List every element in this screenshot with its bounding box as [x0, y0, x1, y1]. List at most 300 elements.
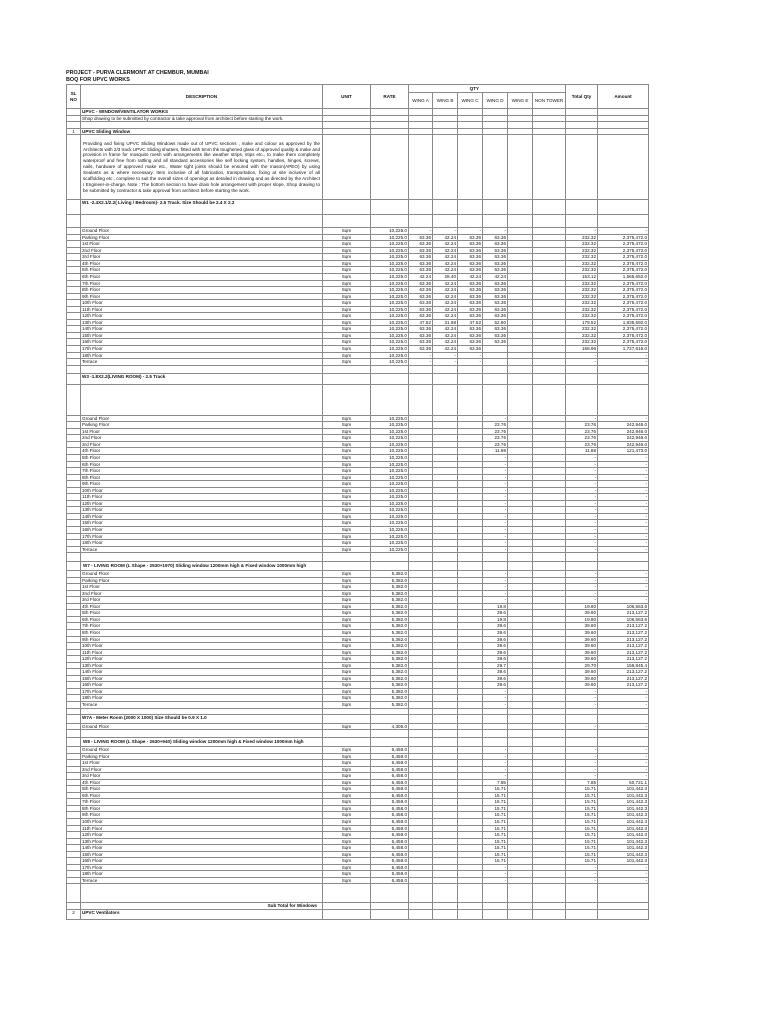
cell-description: 16th Floor: [81, 858, 323, 865]
cell-wing-e: [508, 884, 533, 903]
cell-total-qty: 232.32: [566, 300, 598, 307]
cell-wing-d: -: [483, 695, 508, 702]
cell-wing-d: 63.36: [483, 254, 508, 261]
cell-amount: 2,375,472.0: [598, 267, 649, 274]
col-qty-group: QTY: [409, 85, 566, 93]
cell-wing-c: 63.36: [458, 247, 483, 254]
table-row-blank: [67, 384, 649, 415]
cell-total-qty: [566, 910, 598, 920]
cell-rate: 5,382.0: [371, 682, 409, 689]
cell-non-tower: [533, 215, 566, 228]
col-wing-c: WING C: [458, 93, 483, 109]
cell-unit: Sqm: [323, 428, 371, 435]
cell-unit: Sqm: [323, 247, 371, 254]
col-total-qty: Total Qty: [566, 85, 598, 109]
cell-unit: Sqm: [323, 481, 371, 488]
cell-wing-e: [508, 910, 533, 920]
cell-rate: 6,458.0: [371, 812, 409, 819]
cell-unit: Sqm: [323, 241, 371, 248]
cell-description: Parking Floor: [81, 422, 323, 429]
cell-wing-d: 63.36: [483, 326, 508, 333]
cell-wing-c: 63.36: [458, 332, 483, 339]
cell-wing-c: [458, 910, 483, 920]
cell-rate: 5,382.0: [371, 616, 409, 623]
cell-unit: Sqm: [323, 461, 371, 468]
cell-rate: 10,225.0: [371, 507, 409, 514]
cell-wing-b: [433, 738, 458, 747]
cell-wing-c: 63.36: [458, 339, 483, 346]
cell-total-qty: -: [566, 533, 598, 540]
cell-wing-d: 39.6: [483, 610, 508, 617]
cell-amount: 101,442.3: [598, 858, 649, 865]
cell-description: Parking Floor: [81, 753, 323, 760]
cell-wing-d: -: [483, 487, 508, 494]
cell-unit: Sqm: [323, 851, 371, 858]
cell-total-qty: -: [566, 487, 598, 494]
cell-amount: 2,375,472.0: [598, 326, 649, 333]
cell-rate: 5,382.0: [371, 643, 409, 650]
cell-amount: [598, 738, 649, 747]
cell-sl: [67, 714, 81, 723]
table-row-blank: [67, 884, 649, 903]
cell-wing-e: [508, 215, 533, 228]
cell-wing-c: 63.36: [458, 326, 483, 333]
cell-total-qty: 232.32: [566, 247, 598, 254]
cell-wing-b: [433, 714, 458, 723]
cell-rate: [371, 562, 409, 571]
cell-wing-a: [409, 135, 433, 200]
cell-unit: Sqm: [323, 533, 371, 540]
cell-description: 10th Floor: [81, 819, 323, 826]
cell-amount: 2,375,472.0: [598, 241, 649, 248]
cell-description: Ground Floor: [81, 228, 323, 235]
cell-non-tower: [533, 738, 566, 747]
cell-wing-d: 23.76: [483, 435, 508, 442]
cell-amount: [598, 884, 649, 903]
cell-amount: [598, 215, 649, 228]
cell-rate: 6,458.0: [371, 851, 409, 858]
cell-amount: 159,845.4: [598, 662, 649, 669]
cell-unit: Sqm: [323, 274, 371, 281]
cell-wing-d: 63.36: [483, 234, 508, 241]
cell-unit: Sqm: [323, 287, 371, 294]
cell-wing-b: 42.24: [433, 267, 458, 274]
table-row-head: [67, 200, 649, 215]
cell-amount: 2,375,472.0: [598, 293, 649, 300]
cell-unit: Sqm: [323, 864, 371, 871]
cell-unit: Sqm: [323, 643, 371, 650]
cell-wing-c: 63.36: [458, 254, 483, 261]
cell-rate: 10,225.0: [371, 332, 409, 339]
cell-unit: [323, 553, 371, 562]
cell-rate: [371, 384, 409, 415]
cell-rate: 6,458.0: [371, 747, 409, 754]
cell-wing-b: [433, 365, 458, 373]
cell-total-qty: 232.32: [566, 313, 598, 320]
cell-wing-c: [458, 730, 483, 738]
cell-amount: 2,375,472.0: [598, 280, 649, 287]
cell-unit: Sqm: [323, 662, 371, 669]
cell-wing-d: [483, 384, 508, 415]
cell-rate: 5,382.0: [371, 610, 409, 617]
cell-wing-d: -: [483, 753, 508, 760]
cell-wing-a: [409, 714, 433, 723]
cell-description: Parking Floor: [81, 234, 323, 241]
table-row-head2: [67, 562, 649, 571]
cell-description: 14th Floor: [81, 845, 323, 852]
cell-amount: 242,946.0: [598, 428, 649, 435]
cell-unit: Sqm: [323, 474, 371, 481]
cell-amount: 213,127.2: [598, 675, 649, 682]
cell-wing-d: [483, 373, 508, 384]
cell-total-qty: -: [566, 540, 598, 547]
cell-total-qty: -: [566, 507, 598, 514]
cell-description: 1st Floor: [81, 428, 323, 435]
cell-unit: Sqm: [323, 319, 371, 326]
cell-wing-a: 63.36: [409, 254, 433, 261]
cell-rate: 6,458.0: [371, 825, 409, 832]
cell-wing-b: [433, 884, 458, 903]
table-row-blank: [67, 730, 649, 738]
cell-wing-d: -: [483, 507, 508, 514]
cell-unit: Sqm: [323, 352, 371, 359]
cell-rate: 5,382.0: [371, 571, 409, 578]
cell-amount: -: [598, 494, 649, 501]
cell-unit: Sqm: [323, 487, 371, 494]
cell-wing-a: [409, 200, 433, 215]
cell-amount: 50,721.1: [598, 779, 649, 786]
cell-amount: -: [598, 760, 649, 767]
cell-unit: Sqm: [323, 812, 371, 819]
cell-wing-b: [433, 910, 458, 920]
col-rate: RATE: [371, 85, 409, 109]
cell-rate: 10,225.0: [371, 241, 409, 248]
cell-wing-d: [483, 365, 508, 373]
cell-wing-d: 63.36: [483, 339, 508, 346]
cell-description: 3rd Floor: [81, 441, 323, 448]
cell-amount: 213,127.2: [598, 649, 649, 656]
cell-description: 5th Floor: [81, 610, 323, 617]
cell-description: 13th Floor: [81, 319, 323, 326]
cell-wing-c: 63.36: [458, 260, 483, 267]
cell-description: [81, 730, 323, 738]
cell-unit: Sqm: [323, 422, 371, 429]
cell-wing-a: 63.36: [409, 326, 433, 333]
cell-amount: -: [598, 507, 649, 514]
cell-wing-b: 42.24: [433, 346, 458, 353]
cell-wing-a: 63.36: [409, 346, 433, 353]
cell-total-qty: 15.71: [566, 812, 598, 819]
cell-rate: [371, 135, 409, 200]
boq-title: BOQ FOR UPVC WORKS: [66, 77, 130, 83]
cell-total-qty: -: [566, 577, 598, 584]
cell-wing-d: 63.36: [483, 241, 508, 248]
cell-unit: Sqm: [323, 858, 371, 865]
cell-total-qty: 232.32: [566, 306, 598, 313]
cell-amount: 101,442.3: [598, 832, 649, 839]
cell-description: 5th Floor: [81, 267, 323, 274]
cell-amount: [598, 562, 649, 571]
cell-rate: 10,225.0: [371, 481, 409, 488]
cell-unit: Sqm: [323, 799, 371, 806]
cell-total-qty: -: [566, 723, 598, 730]
cell-rate: 10,225.0: [371, 346, 409, 353]
cell-total-qty: -: [566, 454, 598, 461]
cell-unit: Sqm: [323, 695, 371, 702]
cell-total-qty: 179.52: [566, 319, 598, 326]
cell-wing-d: [483, 730, 508, 738]
cell-wing-a: 47.52: [409, 319, 433, 326]
cell-total-qty: [566, 384, 598, 415]
cell-wing-d: [483, 910, 508, 920]
cell-amount: 2,375,472.0: [598, 254, 649, 261]
cell-sl: [67, 884, 81, 903]
cell-wing-d: 15.71: [483, 805, 508, 812]
cell-rate: 10,225.0: [371, 326, 409, 333]
cell-rate: 5,382.0: [371, 695, 409, 702]
cell-wing-d: 15.71: [483, 819, 508, 826]
cell-description: 11th Floor: [81, 649, 323, 656]
cell-rate: 6,458.0: [371, 845, 409, 852]
cell-rate: 10,225.0: [371, 274, 409, 281]
cell-description: 9th Floor: [81, 636, 323, 643]
cell-wing-d: 23.76: [483, 422, 508, 429]
cell-unit: Sqm: [323, 306, 371, 313]
cell-wing-d: 23.76: [483, 428, 508, 435]
cell-description: 3rd Floor: [81, 597, 323, 604]
cell-unit: Sqm: [323, 339, 371, 346]
cell-unit: [323, 373, 371, 384]
cell-total-qty: -: [566, 571, 598, 578]
cell-rate: 10,225.0: [371, 526, 409, 533]
cell-rate: 6,458.0: [371, 864, 409, 871]
cell-description: 10th Floor: [81, 643, 323, 650]
cell-description: 9th Floor: [81, 293, 323, 300]
cell-total-qty: -: [566, 753, 598, 760]
cell-unit: [323, 910, 371, 920]
cell-wing-a: 63.36: [409, 332, 433, 339]
cell-rate: 10,225.0: [371, 428, 409, 435]
cell-total-qty: 15.71: [566, 832, 598, 839]
cell-unit: Sqm: [323, 773, 371, 780]
cell-wing-a: 63.36: [409, 260, 433, 267]
cell-description: 16th Floor: [81, 526, 323, 533]
cell-unit: [323, 384, 371, 415]
cell-unit: Sqm: [323, 747, 371, 754]
cell-amount: 1,835,592.0: [598, 319, 649, 326]
cell-wing-c: -: [458, 359, 483, 366]
cell-unit: Sqm: [323, 507, 371, 514]
cell-wing-b: -: [433, 352, 458, 359]
cell-unit: [323, 200, 371, 215]
cell-description: 13th Floor: [81, 838, 323, 845]
cell-description: 14th Floor: [81, 326, 323, 333]
cell-rate: 5,382.0: [371, 656, 409, 663]
project-title: PROJECT - PURVA CLERMONT AT CHEMBUR, MUMBAI: [66, 70, 209, 76]
cell-rate: 10,225.0: [371, 319, 409, 326]
cell-description: 17th Floor: [81, 533, 323, 540]
cell-amount: 2,375,472.0: [598, 313, 649, 320]
cell-wing-b: [433, 200, 458, 215]
cell-wing-d: 29.7: [483, 662, 508, 669]
cell-unit: Sqm: [323, 723, 371, 730]
col-non-tower: NON TOWER: [533, 93, 566, 109]
cell-wing-d: [483, 135, 508, 200]
table-row-head: [67, 714, 649, 723]
cell-description: Ground Floor: [81, 415, 323, 422]
cell-wing-d: 39.6: [483, 675, 508, 682]
cell-total-qty: 232.32: [566, 293, 598, 300]
cell-amount: 101,442.3: [598, 851, 649, 858]
cell-wing-d: -: [483, 526, 508, 533]
cell-rate: 10,225.0: [371, 540, 409, 547]
cell-wing-d: 19.8: [483, 616, 508, 623]
cell-wing-d: -: [483, 590, 508, 597]
cell-description: [81, 215, 323, 228]
cell-non-tower: [533, 200, 566, 215]
cell-amount: 213,127.2: [598, 629, 649, 636]
cell-unit: Sqm: [323, 702, 371, 709]
cell-wing-c: 47.52: [458, 319, 483, 326]
cell-total-qty: -: [566, 468, 598, 475]
cell-unit: Sqm: [323, 682, 371, 689]
cell-description: 4th Floor: [81, 260, 323, 267]
cell-description: 12th Floor: [81, 656, 323, 663]
cell-non-tower: [533, 910, 566, 920]
cell-description: 18th Floor: [81, 540, 323, 547]
cell-description: 15th Floor: [81, 675, 323, 682]
cell-wing-b: [433, 373, 458, 384]
cell-wing-b: [433, 553, 458, 562]
cell-total-qty: 15.71: [566, 858, 598, 865]
cell-unit: Sqm: [323, 526, 371, 533]
cell-description: Ground Floor: [81, 747, 323, 754]
cell-wing-c: [458, 553, 483, 562]
cell-rate: 6,458.0: [371, 805, 409, 812]
cell-unit: Sqm: [323, 280, 371, 287]
cell-description: 5th Floor: [81, 454, 323, 461]
cell-wing-c: [458, 714, 483, 723]
cell-wing-d: 15.71: [483, 845, 508, 852]
cell-non-tower: [533, 730, 566, 738]
cell-amount: -: [598, 228, 649, 235]
cell-total-qty: -: [566, 513, 598, 520]
cell-description: 17th Floor: [81, 864, 323, 871]
cell-amount: 2,375,472.0: [598, 339, 649, 346]
cell-wing-d: 63.36: [483, 300, 508, 307]
cell-total-qty: 232.32: [566, 260, 598, 267]
cell-rate: 10,225.0: [371, 513, 409, 520]
cell-wing-d: -: [483, 513, 508, 520]
cell-description: 10th Floor: [81, 487, 323, 494]
cell-wing-c: 63.36: [458, 287, 483, 294]
cell-unit: Sqm: [323, 616, 371, 623]
cell-amount: [598, 373, 649, 384]
cell-description: W7A - Meter Room (2000 X 1000) Size Should be 0.9 X 1.0: [81, 714, 323, 723]
cell-description: 3rd Floor: [81, 773, 323, 780]
cell-wing-b: -: [433, 359, 458, 366]
cell-rate: 5,382.0: [371, 577, 409, 584]
cell-description: 15th Floor: [81, 332, 323, 339]
cell-unit: Sqm: [323, 753, 371, 760]
cell-wing-d: 39.6: [483, 623, 508, 630]
cell-amount: -: [598, 597, 649, 604]
cell-total-qty: -: [566, 877, 598, 884]
cell-rate: 10,225.0: [371, 533, 409, 540]
cell-rate: 10,225.0: [371, 352, 409, 359]
cell-rate: 6,458.0: [371, 753, 409, 760]
cell-wing-c: [458, 738, 483, 747]
cell-unit: Sqm: [323, 623, 371, 630]
cell-unit: Sqm: [323, 332, 371, 339]
cell-description: Terrace: [81, 359, 323, 366]
cell-amount: -: [598, 702, 649, 709]
cell-rate: 5,382.0: [371, 669, 409, 676]
cell-description: 12th Floor: [81, 500, 323, 507]
cell-total-qty: 15.71: [566, 845, 598, 852]
cell-description: 17th Floor: [81, 688, 323, 695]
cell-total-qty: 39.60: [566, 675, 598, 682]
cell-wing-a: 63.36: [409, 287, 433, 294]
cell-description: 5th Floor: [81, 786, 323, 793]
cell-unit: Sqm: [323, 293, 371, 300]
cell-unit: Sqm: [323, 610, 371, 617]
cell-rate: 6,458.0: [371, 838, 409, 845]
cell-amount: 101,442.3: [598, 825, 649, 832]
cell-rate: 5,382.0: [371, 702, 409, 709]
cell-amount: 1,565,652.0: [598, 274, 649, 281]
cell-unit: Sqm: [323, 584, 371, 591]
cell-rate: 10,225.0: [371, 415, 409, 422]
cell-sl: [67, 200, 81, 215]
cell-unit: Sqm: [323, 468, 371, 475]
cell-unit: Sqm: [323, 649, 371, 656]
cell-rate: 10,225.0: [371, 267, 409, 274]
cell-amount: -: [598, 415, 649, 422]
cell-wing-d: -: [483, 571, 508, 578]
cell-wing-b: 42.24: [433, 280, 458, 287]
cell-description: Ground Floor: [81, 723, 323, 730]
cell-wing-d: 7.85: [483, 779, 508, 786]
cell-sl: [67, 384, 81, 415]
cell-wing-b: 42.24: [433, 339, 458, 346]
cell-rate: 6,458.0: [371, 773, 409, 780]
cell-total-qty: 39.60: [566, 643, 598, 650]
cell-description: [81, 553, 323, 562]
boq-sheet: [66, 70, 648, 920]
cell-amount: 121,473.0: [598, 448, 649, 455]
cell-description: 12th Floor: [81, 313, 323, 320]
cell-description: 11th Floor: [81, 825, 323, 832]
cell-unit: Sqm: [323, 629, 371, 636]
cell-rate: 6,458.0: [371, 779, 409, 786]
cell-description: 1st Floor: [81, 760, 323, 767]
cell-rate: 10,225.0: [371, 520, 409, 527]
cell-total-qty: -: [566, 481, 598, 488]
cell-total-qty: 39.60: [566, 636, 598, 643]
cell-total-qty: -: [566, 590, 598, 597]
cell-description: [81, 365, 323, 373]
table-row-head2: [67, 738, 649, 747]
cell-wing-d: [483, 215, 508, 228]
cell-wing-c: 42.24: [458, 274, 483, 281]
cell-total-qty: [566, 884, 598, 903]
cell-rate: 10,225.0: [371, 546, 409, 553]
cell-wing-b: 42.24: [433, 293, 458, 300]
cell-description: 16th Floor: [81, 339, 323, 346]
cell-total-qty: -: [566, 500, 598, 507]
cell-description: 7th Floor: [81, 623, 323, 630]
